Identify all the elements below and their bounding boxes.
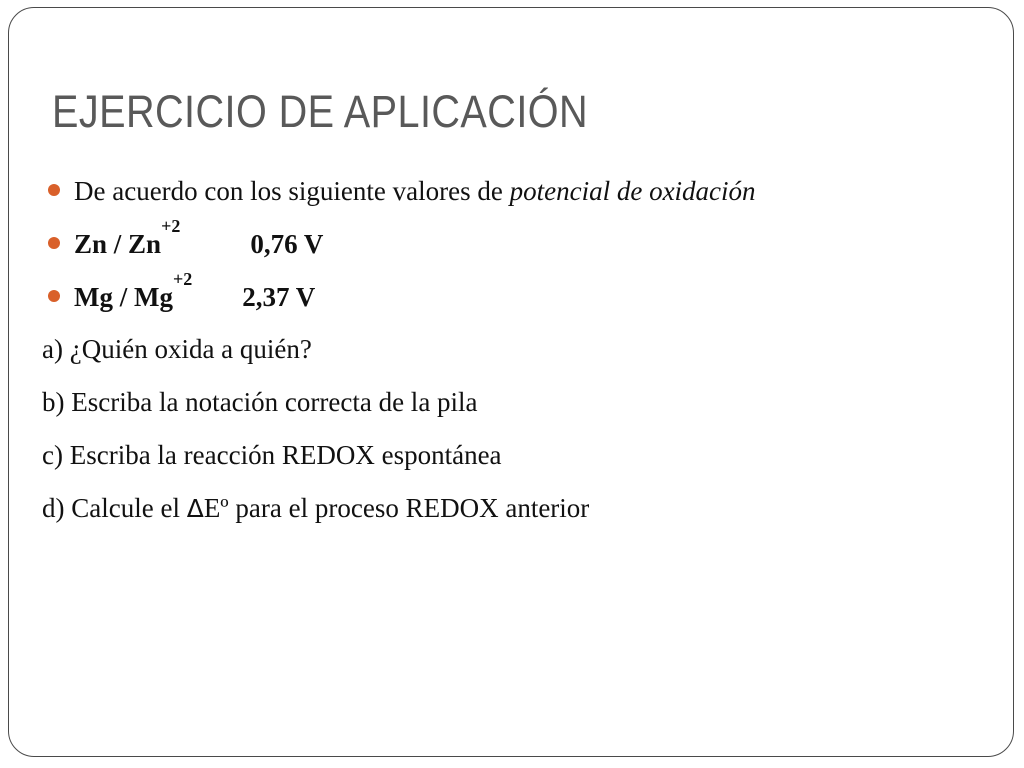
intro-emphasis: potencial de oxidación bbox=[509, 176, 756, 206]
question-a: a) ¿Quién oxida a quién? bbox=[42, 334, 312, 364]
circle-bullet-icon bbox=[48, 237, 60, 249]
mg-pair: Mg / Mg bbox=[74, 282, 173, 312]
intro-text: De acuerdo con los siguiente valores de bbox=[74, 176, 510, 206]
circle-bullet-icon bbox=[48, 290, 60, 302]
delta-symbol: Δ bbox=[186, 494, 204, 523]
question-c: c) Escriba la reacción REDOX espontánea bbox=[42, 440, 502, 470]
bullet-mg-couple bbox=[44, 269, 756, 329]
mg-potential: 2,37 V bbox=[242, 282, 316, 312]
bullet-list bbox=[44, 170, 756, 329]
zn-charge: +2 bbox=[161, 216, 181, 236]
question-list bbox=[42, 328, 589, 540]
question-d-prefix: d) Calcule el bbox=[42, 493, 187, 523]
bullet-zn-couple bbox=[44, 216, 756, 276]
bullet-intro bbox=[44, 170, 756, 223]
circle-bullet-icon bbox=[48, 184, 60, 196]
mg-charge: +2 bbox=[172, 269, 193, 289]
question-d bbox=[42, 487, 589, 540]
zn-pair: Zn / Zn bbox=[74, 229, 162, 259]
question-b: b) Escriba la notación correcta de la pila bbox=[42, 387, 478, 417]
zn-potential: 0,76 V bbox=[250, 229, 324, 259]
question-d-suffix: Eº para el proceso REDOX anterior bbox=[203, 493, 590, 523]
slide-title: EJERCICIO DE APLICACIÓN bbox=[52, 86, 589, 137]
